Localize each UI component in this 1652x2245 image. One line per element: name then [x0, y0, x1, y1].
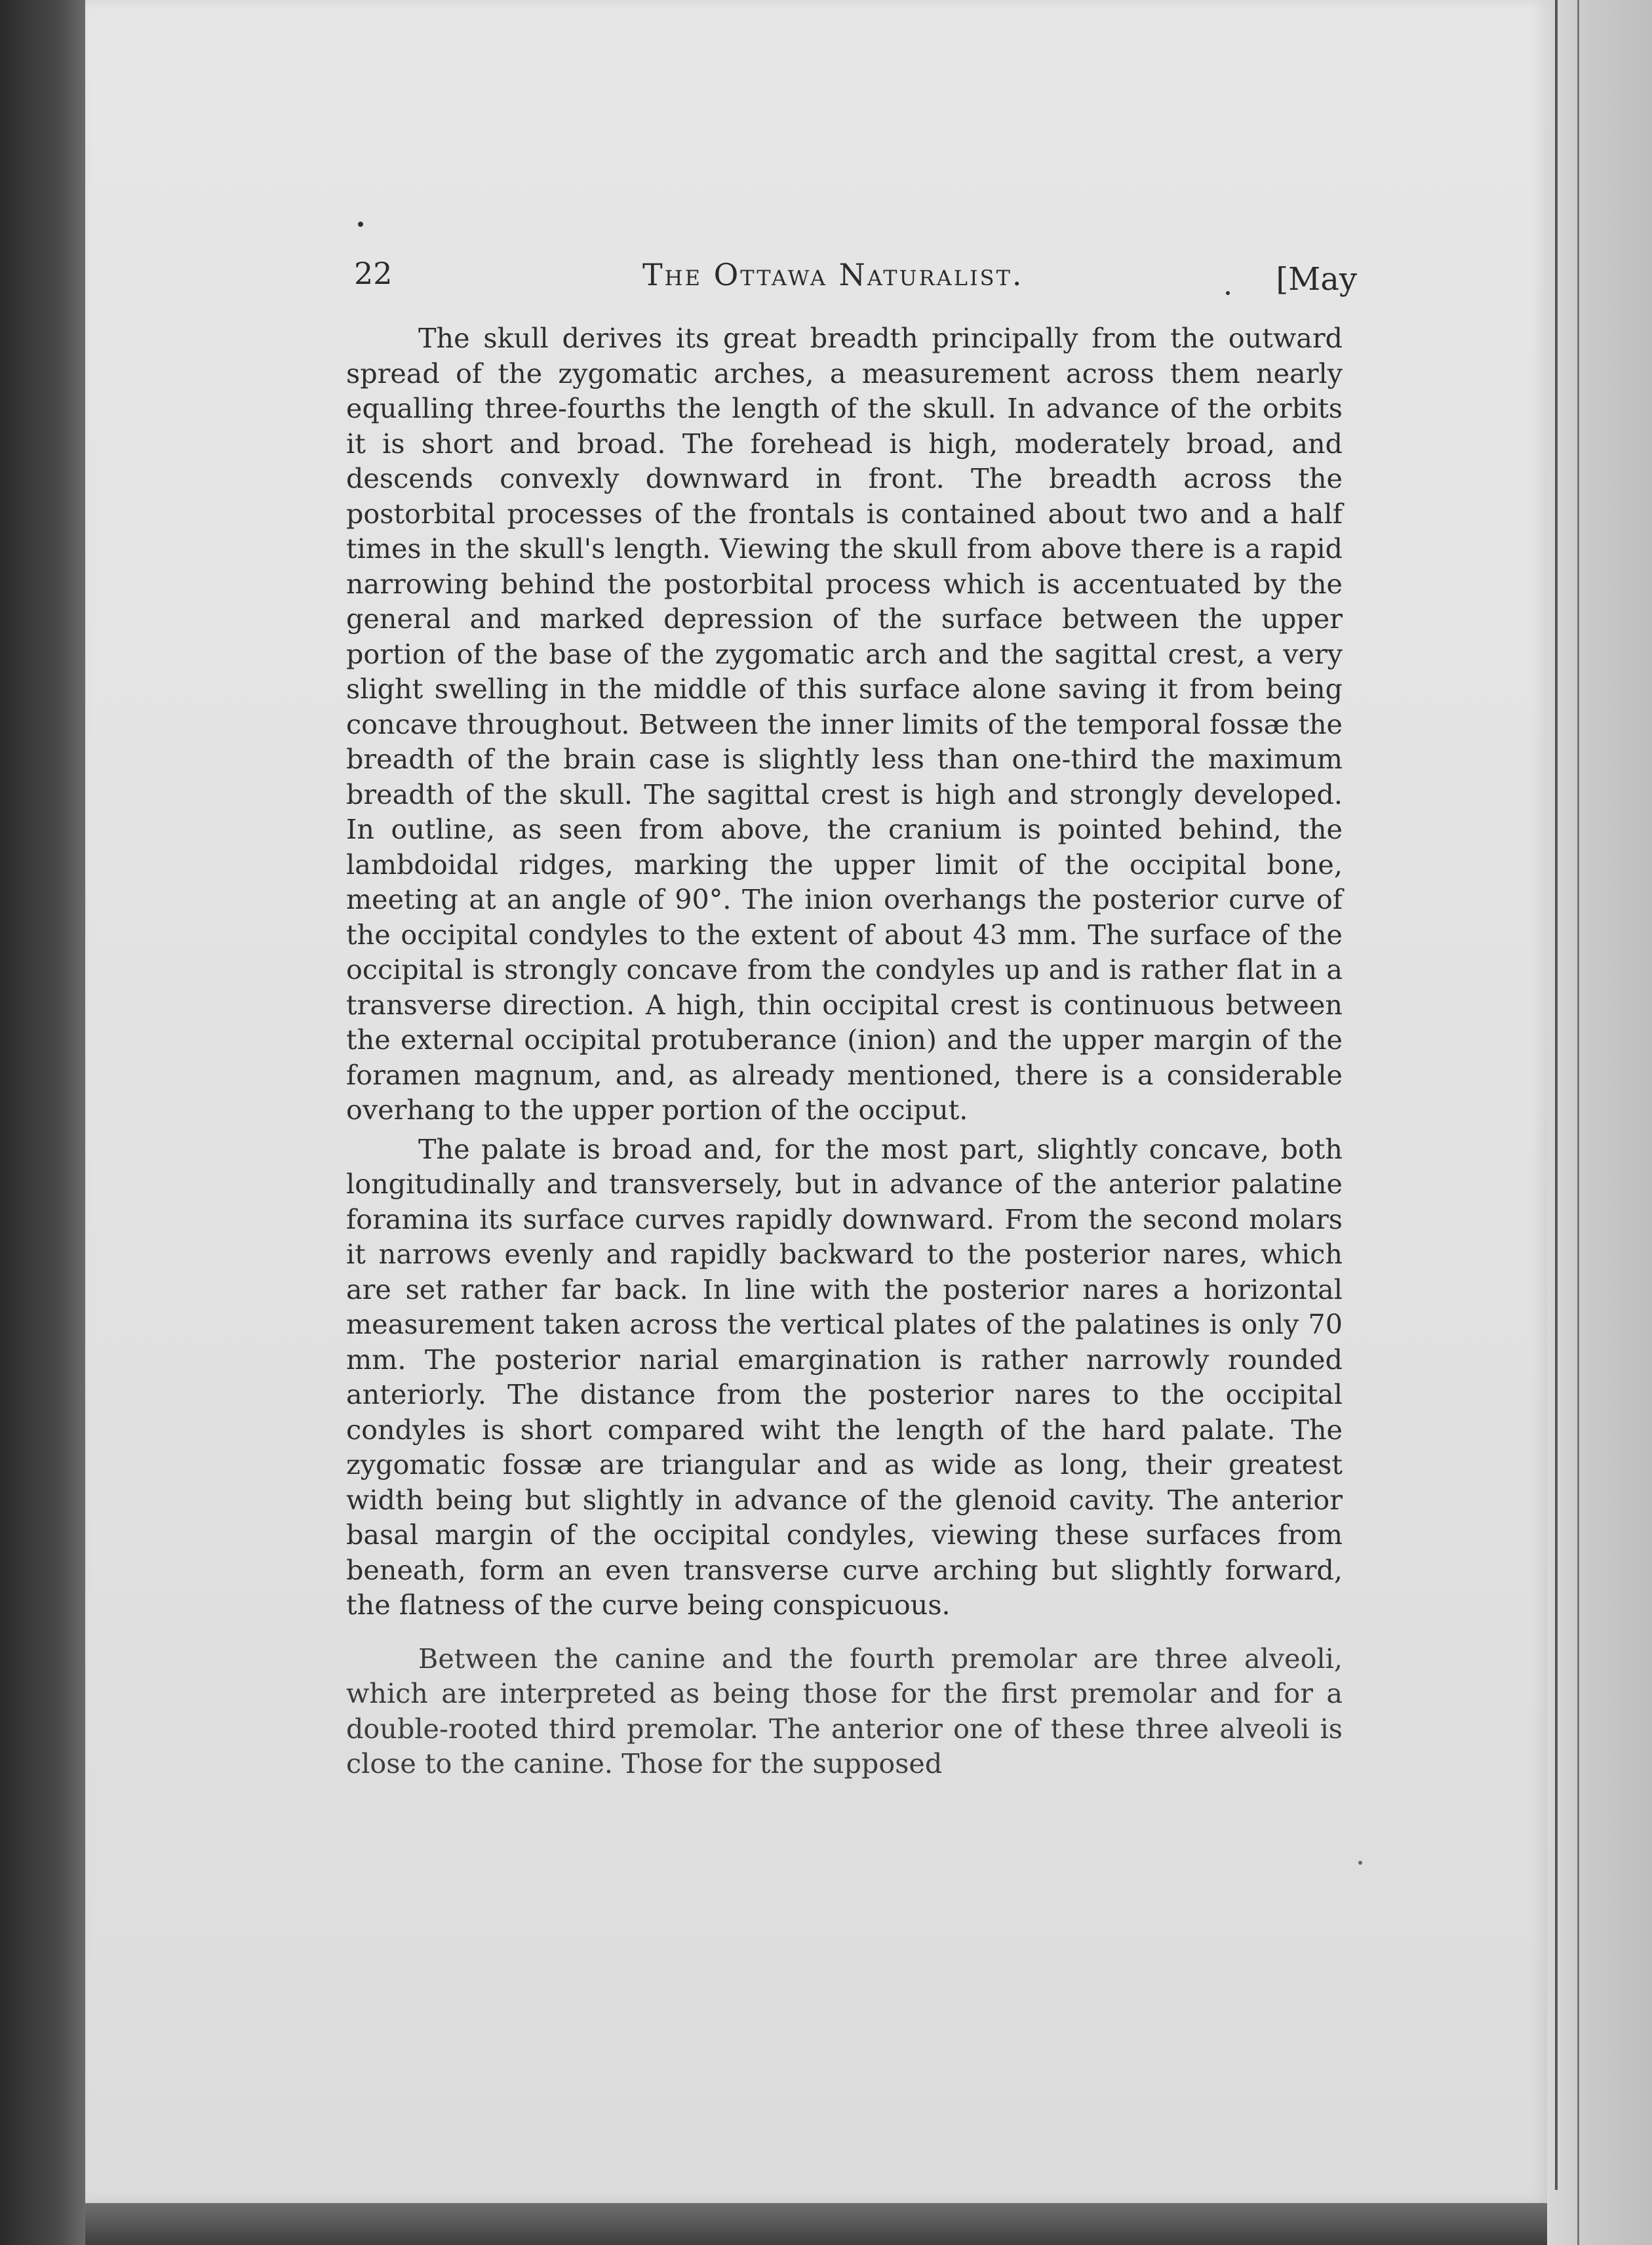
page-edge-line — [1555, 0, 1558, 2190]
paragraph-skull-breadth: The skull derives its great breadth principally from the outward spread of the zygomatic arches, a measurement across them nearly equalling three-fourths the length of the skull. In advance of the orbits it is short and broad. The forehead is high, moderately broad, and descends convexly downward in front. The breadth across the postorbital processes of the frontals is contained about two and a half times in the skull's length. Viewing the skull from above there is a rapid narrowing behind the postorbital process which is accentuated by the general and marked depression of the surface between the upper portion of the base of the zygomatic arch and the sagittal crest, a very slight swelling in the middle of this surface alone saving it from being concave throughout. Between the inner limits of the temporal fossæ the breadth of the brain case is slightly less than one-third the maximum breadth of the skull. The sagittal crest is high and strongly developed. In outline, as seen from above, the cranium is pointed behind, the lambdoidal ridges, marking the upper limit of the occipital bone, meeting at an angle of 90°. The inion overhangs the posterior curve of the occipital condyles to the extent of about 43 mm. The surface of the occipital is strongly concave from the condyles up and is rather flat in a transverse direction. A high, thin occipital crest is continuous between the external occipital protuberance (inion) and the upper margin of the foramen magnum, and, as already mentioned, there is a considerable overhang to the upper portion of the occiput. — [346, 323, 1343, 1126]
journal-title: The Ottawa Naturalist. — [642, 257, 1024, 292]
issue-month: [May — [1276, 261, 1357, 298]
page-edge-line-outer — [1577, 0, 1579, 2245]
ink-speck — [1358, 1861, 1362, 1865]
paragraph-palate: The palate is broad and, for the most part, slightly concave, both longitudinally and transversely, but in advance of the anterior palatine foramina its surface curves rapidly downward. From the second molars it narrows evenly and rapidly backward to the posterior nares, which are set rather far back. In line with the posterior nares a horizontal measurement taken across the vertical plates of the palatines is only 70 mm. The posterior narial emargination is rather narrowly rounded anteriorly. The distance from the posterior nares to the occipital condyles is short compared wiht the length of the hard palate. The zygomatic fossæ are triangular and as wide as long, their greatest width being but slightly in advance of the glenoid cavity. The anterior basal margin of the occipital condyles, viewing these surfaces from beneath, form an even transverse curve arching but slightly forward, the flatness of the curve being conspicuous. — [346, 1133, 1343, 1621]
running-head — [354, 256, 1357, 315]
ink-speck — [358, 222, 363, 227]
paragraph-alveoli: Between the canine and the fourth premolar are three alveoli, which are interpreted as being those for the first premolar and for a double-rooted third premolar. The anterior one of these three alveoli is close to the canine. Those for the supposed — [346, 1642, 1343, 1779]
page-edge — [1547, 0, 1652, 2245]
scan-left-margin — [0, 0, 85, 2245]
article-body — [346, 321, 1343, 1782]
page-number: 22 — [354, 256, 393, 291]
scan-bottom-margin — [85, 2203, 1547, 2245]
